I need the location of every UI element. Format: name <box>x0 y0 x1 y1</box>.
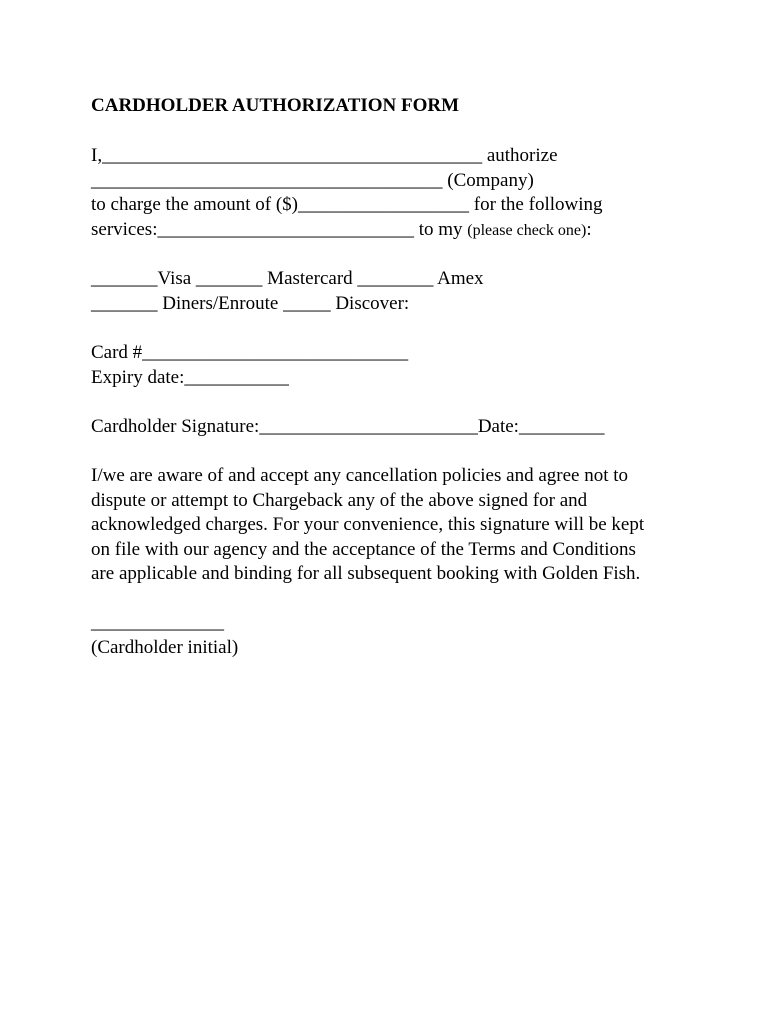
signature-date-line: Cardholder Signature:_______________________Date:_________ <box>91 416 605 437</box>
card-number-line: Card #____________________________ <box>91 342 409 363</box>
services-line-colon: : <box>586 219 592 240</box>
terms-line-4: on file with our agency and the acceptance of the Terms and Conditions <box>91 539 636 560</box>
services-line <box>91 218 592 243</box>
expiry-date-line: Expiry date:___________ <box>91 367 289 388</box>
form-title: CARDHOLDER AUTHORIZATION FORM <box>91 95 460 116</box>
initial-blank: ______________ <box>91 612 224 633</box>
company-line: _____________________________________ (Company) <box>91 170 534 191</box>
charge-amount-line: to charge the amount of ($)__________________ for the following <box>91 194 603 215</box>
initial-label: (Cardholder initial) <box>91 637 239 658</box>
terms-line-3: acknowledged charges. For your convenience, this signature will be kept <box>91 514 645 535</box>
terms-line-1: I/we are aware of and accept any cancellation policies and agree not to <box>91 465 629 486</box>
services-line-text: services:___________________________ to my <box>91 219 468 240</box>
check-one-note: (please check one) <box>467 222 587 239</box>
card-types-line-2: _______ Diners/Enroute _____ Discover: <box>91 293 410 314</box>
card-types-line-1: _______Visa _______ Mastercard ________ Amex <box>91 268 484 289</box>
terms-line-5: are applicable and binding for all subsequent booking with Golden Fish. <box>91 563 641 584</box>
terms-line-2: dispute or attempt to Chargeback any of the above signed for and <box>91 490 588 511</box>
authorize-name-line: I,________________________________________ authorize <box>91 145 558 166</box>
